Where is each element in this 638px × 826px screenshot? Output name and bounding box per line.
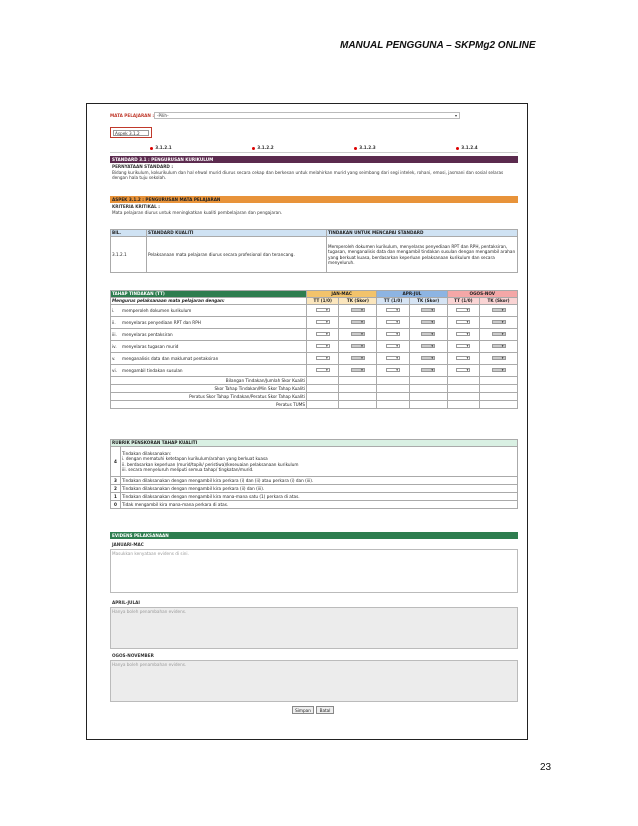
tk-select[interactable]	[492, 356, 506, 360]
chevron-down-icon: ▾	[431, 331, 434, 336]
select-cell	[339, 329, 377, 341]
item-text: menyelaras pentaksiran	[122, 331, 173, 337]
rubrik-row	[111, 493, 518, 501]
select-cell	[409, 353, 447, 365]
item-text: mengambil tindakan susulan	[122, 367, 183, 373]
summary-value	[339, 377, 377, 385]
rubrik-text	[121, 447, 518, 477]
tk-select[interactable]	[492, 320, 506, 324]
rubrik-header: RUBRIK PENSKORAN TAHAP KUALITI	[111, 440, 518, 447]
select-cell	[307, 329, 339, 341]
col-tk: TK (Skor)	[480, 298, 518, 305]
col-tk: TK (Skor)	[339, 298, 377, 305]
tk-select[interactable]	[421, 332, 435, 336]
std-bil: 3.1.2.1	[111, 237, 147, 273]
rubrik-table	[110, 439, 518, 509]
tt-select[interactable]	[386, 368, 400, 372]
col-bil: BIL.	[111, 230, 147, 237]
rubrik-text	[121, 485, 518, 493]
tt-select[interactable]	[316, 308, 330, 312]
chevron-down-icon: ▾	[501, 367, 504, 372]
tab-3121[interactable]: 3.1.2.1	[110, 145, 212, 153]
tk-select[interactable]	[421, 368, 435, 372]
item-number: vi.	[112, 367, 117, 373]
item-number: i.	[112, 307, 115, 313]
select-cell	[307, 305, 339, 317]
select-cell	[447, 305, 479, 317]
select-cell	[339, 353, 377, 365]
tt-select[interactable]	[456, 320, 470, 324]
rubrik-main-text: Tindakan dilaksanakan dengan mengambil kira perkara (i) dan (ii) atau perkara (i) dan (iii).	[122, 477, 314, 483]
evidens-ogos-label: OGOS-NOVEMBER	[112, 653, 154, 658]
chevron-down-icon: ▾	[431, 367, 434, 372]
rubrik-row	[111, 447, 518, 477]
select-cell	[339, 305, 377, 317]
rubrik-sub-item: iii. secara menyeluruh meliputi semua tahap/ tingkatan/murid.	[122, 466, 254, 472]
rubrik-text	[121, 501, 518, 509]
evidens-apr-textarea[interactable]: Hanya boleh penambahan evidens.	[110, 607, 518, 649]
chevron-down-icon: ▾	[325, 331, 328, 336]
chevron-down-icon: ▾	[396, 319, 399, 324]
page-number: 23	[540, 762, 552, 773]
evidens-apr-label: APRIL-JULAI	[112, 600, 140, 605]
mata-pelajaran-select[interactable]	[154, 112, 460, 119]
aspek-bar: ASPEK 3.1.2 : PENGURUSAN MATA PELAJARAN	[110, 196, 518, 203]
tk-select[interactable]	[492, 344, 506, 348]
select-cell	[307, 365, 339, 377]
chevron-down-icon: ▾	[501, 343, 504, 348]
select-cell	[480, 329, 518, 341]
summary-value	[307, 377, 339, 385]
chevron-down-icon: ▾	[361, 367, 363, 372]
chevron-down-icon: ▾	[361, 307, 363, 312]
summary-value	[447, 377, 479, 385]
select-cell	[447, 317, 479, 329]
status-dot-icon	[150, 147, 153, 150]
summary-value	[480, 385, 518, 393]
rubrik-score: 1	[111, 493, 121, 501]
item-text: memperoleh dokumen kurikulum	[122, 307, 192, 313]
chevron-down-icon: ▾	[325, 355, 328, 360]
rubrik-main-text: Tindakan dilaksanakan dengan mengambil kira mana-mana satu (1) perkara di atas.	[122, 493, 300, 499]
simpan-button[interactable]: Simpan	[292, 706, 314, 714]
tt-select[interactable]	[386, 332, 400, 336]
rubrik-score: 4	[111, 447, 121, 477]
col-tt: TT (1/0)	[377, 298, 409, 305]
evidens-jan-label: JANUARI-MAC	[112, 542, 144, 547]
item-label	[111, 317, 307, 329]
evidens-ogos-textarea[interactable]: Hanya boleh penambahan evidens.	[110, 660, 518, 702]
chevron-down-icon: ▾	[396, 343, 399, 348]
summary-value	[409, 401, 447, 409]
evidens-bar: EVIDENS PELAKSANAAN	[110, 532, 518, 539]
chevron-down-icon: ▾	[501, 355, 504, 360]
col-tindakan: TINDAKAN UNTUK MENCAPAI STANDARD	[327, 230, 518, 237]
tk-select[interactable]	[351, 332, 365, 336]
tk-select[interactable]	[492, 332, 506, 336]
summary-value	[339, 401, 377, 409]
summary-value	[339, 393, 377, 401]
chevron-down-icon: ▾	[466, 367, 469, 372]
select-cell	[339, 341, 377, 353]
summary-label: Peratus Skor Tahap Tindakan/Peratus Skor Tahap Kualiti	[111, 393, 307, 401]
tt-select[interactable]	[316, 368, 330, 372]
select-cell	[480, 353, 518, 365]
item-text: menyelaras tugasan murid	[122, 343, 179, 349]
item-text: menyelaras penyediaan RPT dan RPH	[122, 319, 201, 325]
form-screenshot	[106, 108, 520, 722]
tk-select[interactable]	[421, 356, 435, 360]
select-cell	[339, 365, 377, 377]
select-cell	[480, 365, 518, 377]
chevron-down-icon: ▾	[431, 343, 434, 348]
evidens-jan-textarea[interactable]: Masukkan kenyataan evidens di sini.	[110, 549, 518, 593]
tt-select[interactable]	[316, 356, 330, 360]
tt-select[interactable]	[386, 344, 400, 348]
select-cell	[409, 365, 447, 377]
chevron-down-icon: ▾	[501, 307, 504, 312]
summary-label: Skor Tahap Tindakan/Min Skor Tahap Kualiti	[111, 385, 307, 393]
pernyataan-text: Bidang kurikulum, kokurikulum dan hal ehwal murid diurus secara cekap dan berkesan untuk melahirkan murid yang seimbang dari segi intelek, rohani, emosi, jasmani dan sosial selaras dengan hala tuju sekolah.	[112, 170, 504, 181]
select-cell	[447, 329, 479, 341]
select-cell	[377, 341, 409, 353]
tt-select[interactable]	[316, 332, 330, 336]
tt-select[interactable]	[386, 320, 400, 324]
item-label	[111, 365, 307, 377]
summary-row	[111, 377, 518, 385]
rubrik-text	[121, 477, 518, 485]
item-label	[111, 353, 307, 365]
item-row	[111, 305, 518, 317]
item-row	[111, 329, 518, 341]
tk-select[interactable]	[421, 308, 435, 312]
summary-value	[447, 401, 479, 409]
period-jan: JAN-MAC	[307, 291, 377, 298]
document-header: MANUAL PENGGUNA – SKPMg2 ONLINE	[340, 40, 536, 51]
mata-pelajaran-value: -Pilih-	[157, 113, 169, 118]
chevron-down-icon: ▾	[454, 113, 457, 118]
item-number: iii.	[112, 331, 117, 337]
col-tt: TT (1/0)	[307, 298, 339, 305]
mengurus-label: Mengurus pelaksanaan mata pelajaran dengan:	[111, 298, 307, 305]
select-cell	[377, 305, 409, 317]
rubrik-main-text: Tidak mengambil kira mana-mana perkara di atas.	[122, 501, 229, 507]
status-dot-icon	[252, 147, 255, 150]
tk-select[interactable]	[492, 308, 506, 312]
period-apr: APR-JUL	[377, 291, 447, 298]
summary-label: Bilangan Tindakan/Jumlah Skor Kualiti	[111, 377, 307, 385]
select-cell	[480, 341, 518, 353]
chevron-down-icon: ▾	[396, 367, 399, 372]
rubrik-score: 0	[111, 501, 121, 509]
col-standard: STANDARD KUALITI	[147, 230, 327, 237]
select-cell	[377, 317, 409, 329]
batal-button[interactable]: Batal	[316, 706, 334, 714]
summary-value	[480, 401, 518, 409]
tab-3124[interactable]: 3.1.2.4	[416, 145, 518, 153]
summary-value	[409, 385, 447, 393]
status-dot-icon	[354, 147, 357, 150]
chevron-down-icon: ▾	[396, 355, 399, 360]
tt-select[interactable]	[456, 344, 470, 348]
item-row	[111, 317, 518, 329]
chevron-down-icon: ▾	[466, 307, 469, 312]
select-cell	[480, 305, 518, 317]
tt-select[interactable]	[316, 344, 330, 348]
select-cell	[447, 365, 479, 377]
item-row	[111, 365, 518, 377]
select-cell	[409, 305, 447, 317]
kriteria-label: KRITERIA KRITIKAL :	[112, 204, 160, 209]
summary-label: Peratus TUMS	[111, 401, 307, 409]
item-number: v.	[112, 355, 116, 361]
item-row	[111, 353, 518, 365]
tk-select[interactable]	[492, 368, 506, 372]
rubrik-sub-item: i. dengan mematuhi ketetapan kurikulum/arahan yang berkuat kuasa	[122, 456, 268, 462]
summary-value	[377, 385, 409, 393]
tk-select[interactable]	[421, 320, 435, 324]
tab-3122[interactable]: 3.1.2.2	[212, 145, 314, 153]
pernyataan-label: PERNYATAAN STANDARD :	[112, 164, 174, 169]
rubrik-score: 3	[111, 477, 121, 485]
mata-pelajaran-label: MATA PELAJARAN :	[110, 113, 155, 118]
select-cell	[480, 317, 518, 329]
summary-value	[447, 385, 479, 393]
chevron-down-icon: ▾	[431, 355, 434, 360]
summary-row	[111, 401, 518, 409]
summary-value	[377, 393, 409, 401]
chevron-down-icon: ▾	[466, 331, 469, 336]
chevron-down-icon: ▾	[501, 331, 504, 336]
tk-select[interactable]	[421, 344, 435, 348]
select-cell	[307, 341, 339, 353]
tt-select[interactable]	[386, 308, 400, 312]
summary-row	[111, 385, 518, 393]
tk-select[interactable]	[351, 344, 365, 348]
chevron-down-icon: ▾	[325, 319, 328, 324]
chevron-down-icon: ▾	[431, 307, 434, 312]
summary-value	[307, 385, 339, 393]
tahap-tindakan-table	[110, 290, 518, 409]
chevron-down-icon: ▾	[466, 355, 469, 360]
rubrik-row	[111, 477, 518, 485]
chevron-down-icon: ▾	[325, 307, 328, 312]
summary-row	[111, 393, 518, 401]
status-dot-icon	[456, 147, 459, 150]
select-cell	[409, 317, 447, 329]
standard-table	[110, 229, 518, 273]
chevron-down-icon: ▾	[396, 331, 399, 336]
summary-value	[447, 393, 479, 401]
item-row	[111, 341, 518, 353]
tab-bar	[110, 145, 518, 153]
rubrik-main-text: Tindakan dilaksanakan:	[122, 451, 172, 457]
period-ogos: OGOS-NOV	[447, 291, 517, 298]
summary-value	[409, 393, 447, 401]
col-tt: TT (1/0)	[447, 298, 479, 305]
item-label	[111, 329, 307, 341]
chevron-down-icon: ▾	[466, 319, 469, 324]
summary-value	[480, 377, 518, 385]
aspek-select[interactable]: Aspek 3.1.2	[113, 130, 149, 136]
rubrik-row	[111, 485, 518, 493]
summary-value	[480, 393, 518, 401]
select-cell	[409, 329, 447, 341]
select-cell	[307, 317, 339, 329]
chevron-down-icon: ▾	[325, 367, 328, 372]
col-tk: TK (Skor)	[409, 298, 447, 305]
tt-select[interactable]	[456, 308, 470, 312]
chevron-down-icon: ▾	[325, 343, 328, 348]
summary-value	[377, 401, 409, 409]
tt-select[interactable]	[456, 332, 470, 336]
chevron-down-icon: ▾	[396, 307, 399, 312]
select-cell	[409, 341, 447, 353]
chevron-down-icon: ▾	[501, 319, 504, 324]
select-cell	[377, 329, 409, 341]
item-number: ii.	[112, 319, 116, 325]
item-number: iv.	[112, 343, 117, 349]
summary-value	[339, 385, 377, 393]
tk-select[interactable]	[351, 320, 365, 324]
tab-3123[interactable]: 3.1.2.3	[314, 145, 416, 153]
chevron-down-icon: ▾	[431, 319, 434, 324]
chevron-down-icon: ▾	[361, 355, 363, 360]
tk-select[interactable]	[351, 308, 365, 312]
summary-value	[307, 401, 339, 409]
summary-value	[377, 377, 409, 385]
std-tindakan: Memperoleh dokumen kurikulum, menyelaras penyediaan RPT dan RPH, pentaksiran, tugasan, menganalisis data dan mengambil tindakan susulan dengan mengambil arahan yang berkuat kuasa, berdasarkan keperluan pelaksanaan kurikulum dan secara menyeluruh.	[327, 237, 518, 273]
rubrik-main-text: Tindakan dilaksanakan dengan mengambil kira perkara (ii) dan (iii).	[122, 485, 265, 491]
item-label	[111, 341, 307, 353]
aspek-highlight	[110, 127, 152, 138]
tt-select[interactable]	[456, 356, 470, 360]
rubrik-sub-item: ii. berdasarkan keperluan (murid/topik/ peristiwa)/keseuaian pelaksanaan kurikulum	[122, 461, 299, 467]
chevron-down-icon: ▾	[361, 319, 363, 324]
std-standard: Pelaksanaan mata pelajaran diurus secara profesional dan terancang.	[147, 237, 327, 273]
item-text: menganalisis data dan maklumat pentaksiran	[122, 355, 219, 361]
rubrik-row	[111, 501, 518, 509]
chevron-down-icon: ▾	[361, 343, 363, 348]
select-cell	[447, 353, 479, 365]
tt-select[interactable]	[316, 320, 330, 324]
tt-select[interactable]	[456, 368, 470, 372]
chevron-down-icon: ▾	[466, 343, 469, 348]
summary-value	[307, 393, 339, 401]
select-cell	[377, 353, 409, 365]
rubrik-score: 2	[111, 485, 121, 493]
select-cell	[339, 317, 377, 329]
rubrik-text	[121, 493, 518, 501]
standard-bar: STANDARD 3.1 : PENGURUSAN KURIKULUM	[110, 156, 518, 163]
select-cell	[447, 341, 479, 353]
tt-header: TAHAP TINDAKAN (TT)	[111, 291, 307, 298]
item-label	[111, 305, 307, 317]
chevron-down-icon: ▾	[361, 331, 363, 336]
select-cell	[377, 365, 409, 377]
tk-select[interactable]	[351, 368, 365, 372]
select-cell	[307, 353, 339, 365]
tt-select[interactable]	[386, 356, 400, 360]
tk-select[interactable]	[351, 356, 365, 360]
summary-value	[409, 377, 447, 385]
kriteria-text: Mata pelajaran diurus untuk meningkatkan kualiti pembelajaran dan pengajaran.	[112, 210, 283, 215]
